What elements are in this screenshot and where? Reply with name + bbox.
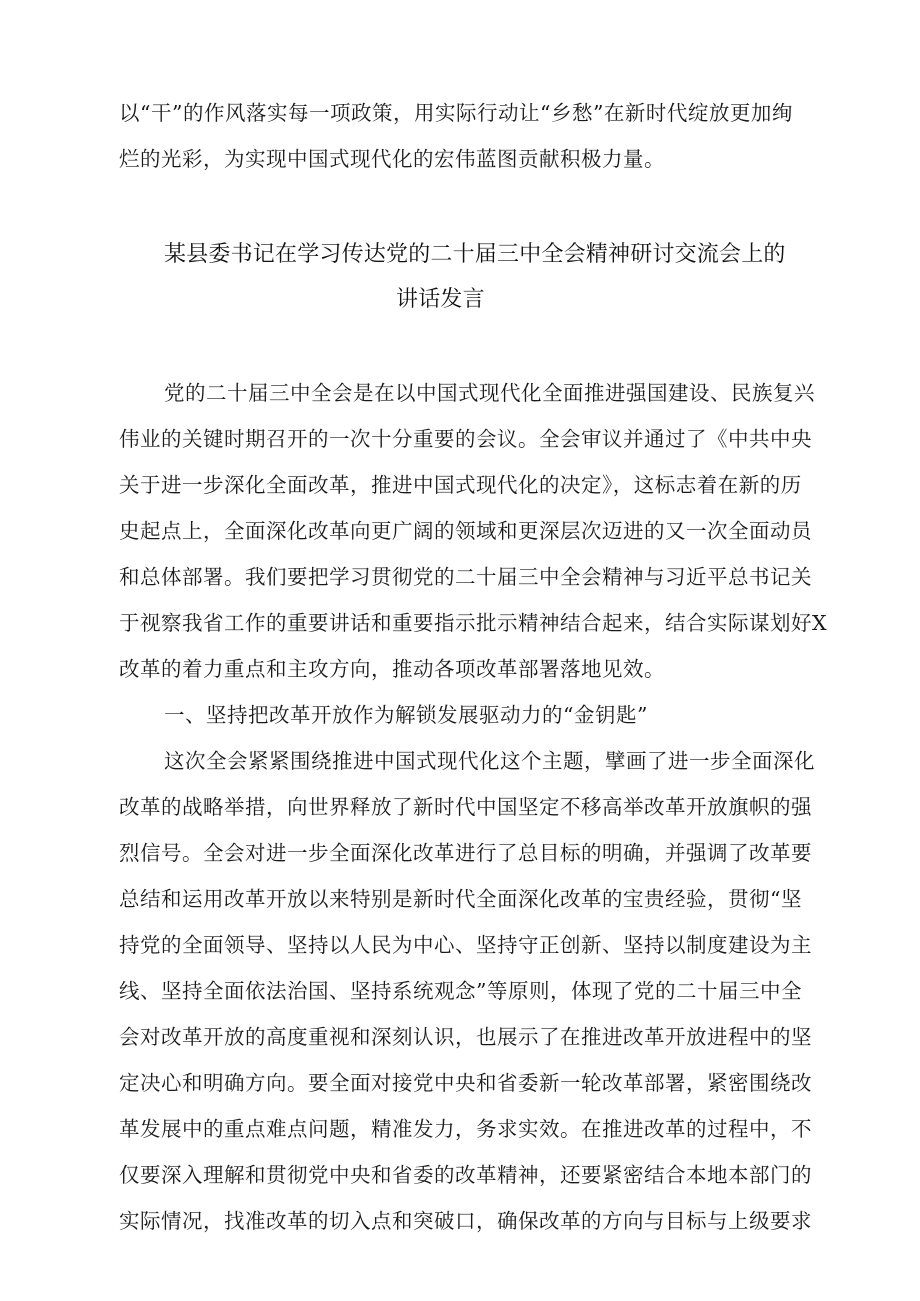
paragraph-line: 这次全会紧紧围绕推进中国式现代化这个主题，擘画了进一步全面深化 (164, 749, 815, 773)
paragraph-line: 党的二十届三中全会是在以中国式现代化全面推进强国建设、民族复兴 (164, 381, 815, 405)
paragraph-line: 和总体部署。我们要把学习贯彻党的二十届三中全会精神与习近平总书记关 (119, 565, 812, 589)
paragraph-line: 于视察我省工作的重要讲话和重要指示批示精神结合起来，结合实际谋划好X (119, 611, 828, 635)
paragraph-line: 实际情况，找准改革的切入点和突破口，确保改革的方向与目标与上级要求 (119, 1209, 812, 1233)
paragraph-line: 关于进一步深化全面改革，推进中国式现代化的决定》，这标志着在新的历 (119, 473, 802, 497)
paragraph-line: 史起点上，全面深化改革向更广阔的领域和更深层次迈进的又一次全面动员 (119, 519, 812, 543)
paragraph-line: 会对改革开放的高度重视和深刻认识，也展示了在推进改革开放进程中的坚 (119, 1025, 812, 1049)
paragraph-line: 仅要深入理解和贯彻党中央和省委的改革精神，还要紧密结合本地本部门的 (119, 1163, 812, 1187)
paragraph-line: 总结和运用改革开放以来特别是新时代全面深化改革的宝贵经验，贯彻“坚 (119, 887, 802, 911)
paragraph-line: 改革的着力重点和主攻方向，推动各项改革部署落地见效。 (119, 657, 665, 681)
intro-line: 以“干”的作风落实每一项政策，用实际行动让“乡愁”在新时代绽放更加绚 (119, 101, 793, 125)
paragraph-line: 线、坚持全面依法治国、坚持系统观念”等原则，体现了党的二十届三中全 (119, 979, 802, 1003)
intro-line: 烂的光彩，为实现中国式现代化的宏伟蓝图贡献积极力量。 (119, 147, 665, 171)
paragraph-line: 烈信号。全会对进一步全面深化改革进行了总目标的明确，并强调了改革要 (119, 841, 812, 865)
paragraph-line: 革发展中的重点难点问题，精准发力，务求实效。在推进改革的过程中，不 (119, 1117, 812, 1141)
paragraph-line: 伟业的关键时期召开的一次十分重要的会议。全会审议并通过了《中共中央 (119, 427, 812, 451)
paragraph-line: 定决心和明确方向。要全面对接党中央和省委新一轮改革部署，紧密围绕改 (119, 1071, 812, 1095)
document-title: 讲话发言 (396, 287, 485, 312)
paragraph-line: 改革的战略举措，向世界释放了新时代中国坚定不移高举改革开放旗帜的强 (119, 795, 812, 819)
section-heading: 一、坚持把改革开放作为解锁发展驱动力的“金钥匙” (164, 703, 648, 727)
document-title: 某县委书记在学习传达党的二十届三中全会精神研讨交流会上的 (164, 242, 786, 267)
paragraph-line: 持党的全面领导、坚持以人民为中心、坚持守正创新、坚持以制度建设为主 (119, 933, 812, 957)
